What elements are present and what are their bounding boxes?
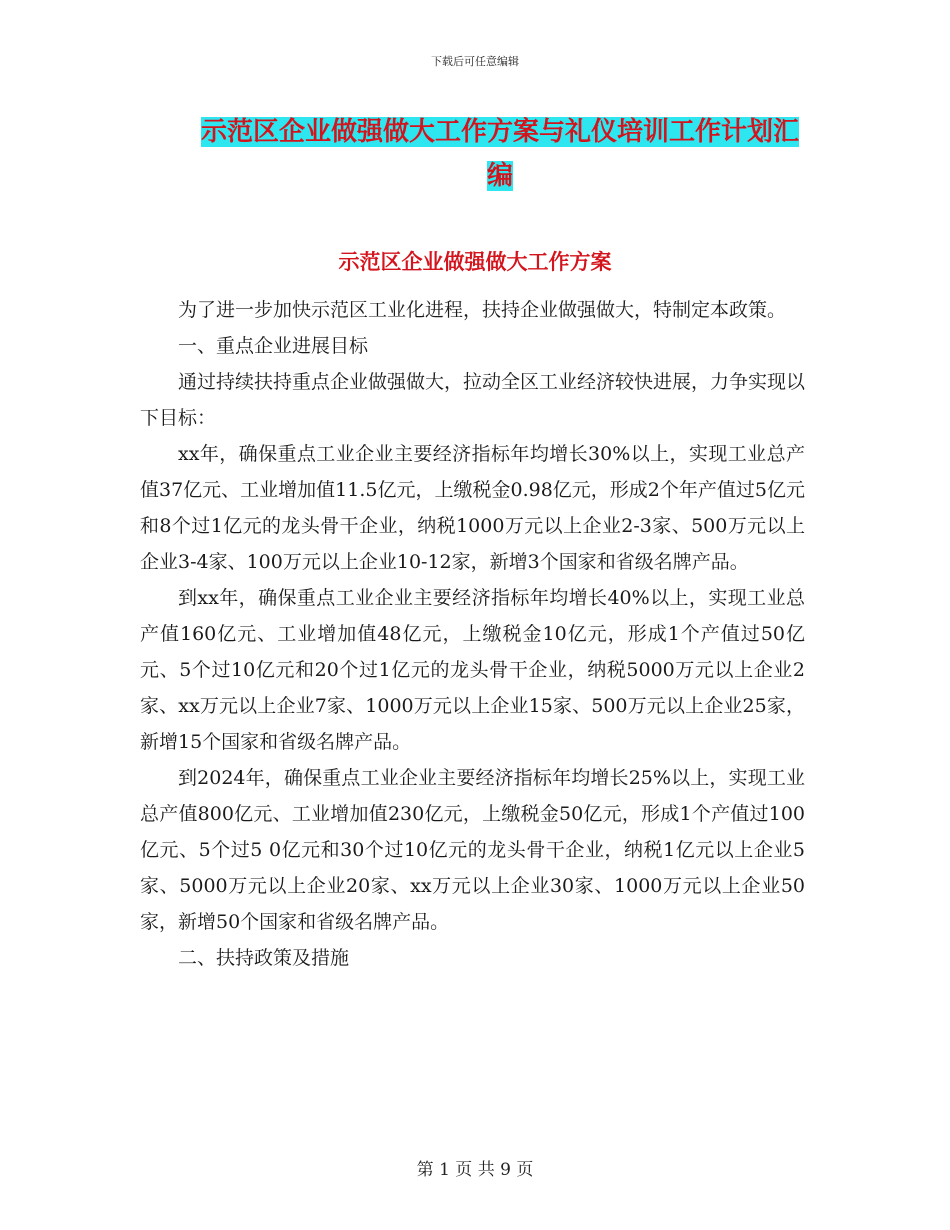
main-title-text: 示范区企业做强做大工作方案与礼仪培训工作计划汇编 [200,117,799,191]
heading-key-enterprise-goals: 一、重点企业进展目标 [178,335,369,357]
document-main-title [190,110,810,198]
paragraph-goals-lead: 通过持续扶持重点企业做强做大，拉动全区工业经济较快进展，力争实现以下目标： [140,371,806,429]
section-title: 示范区企业做强做大工作方案 [338,250,612,274]
paragraph-intro: 为了进一步加快示范区工业化进程，扶持企业做强做大，特制定本政策。 [178,299,787,321]
page-number: 第 1 页 共 9 页 [416,1160,534,1180]
paragraph-goal-year-2: 到xx年，确保重点工业企业主要经济指标年均增长40%以上，实现工业总产值160亿元、工业增加值48亿元，上缴税金10亿元，形成1个产值过50亿元、5个过10亿元和20个过1亿元的龙头骨干企业，纳税5000万元以上企业2家、xx万元以上企业7家、1000万元以上企业15家、500万元以上企业25家，新增15个国家和省级名牌产品。 [140,587,805,753]
document-body [140,292,805,976]
page-header-note: 下载后可任意编辑 [431,55,519,68]
paragraph-goal-year-1: xx年，确保重点工业企业主要经济指标年均增长30%以上，实现工业总产值37亿元、工业增加值11.5亿元，上缴税金0.98亿元，形成2个年产值过5亿元和8个过1亿元的龙头骨干企业，纳税1000万元以上企业2-3家、500万元以上企业3-4家、100万元以上企业10-12家，新增3个国家和省级名牌产品。 [140,443,805,573]
paragraph-goal-2024: 到2024年，确保重点工业企业主要经济指标年均增长25%以上，实现工业总产值800亿元、工业增加值230亿元，上缴税金50亿元，形成1个产值过100亿元、5个过5 0亿元和30个过10亿元的龙头骨干企业，纳税1亿元以上企业5家、5000万元以上企业20家、xx万元以上企业30家、1000万元以上企业50家，新增50个国家和省级名牌产品。 [140,767,805,933]
heading-support-policies: 二、扶持政策及措施 [178,947,350,969]
